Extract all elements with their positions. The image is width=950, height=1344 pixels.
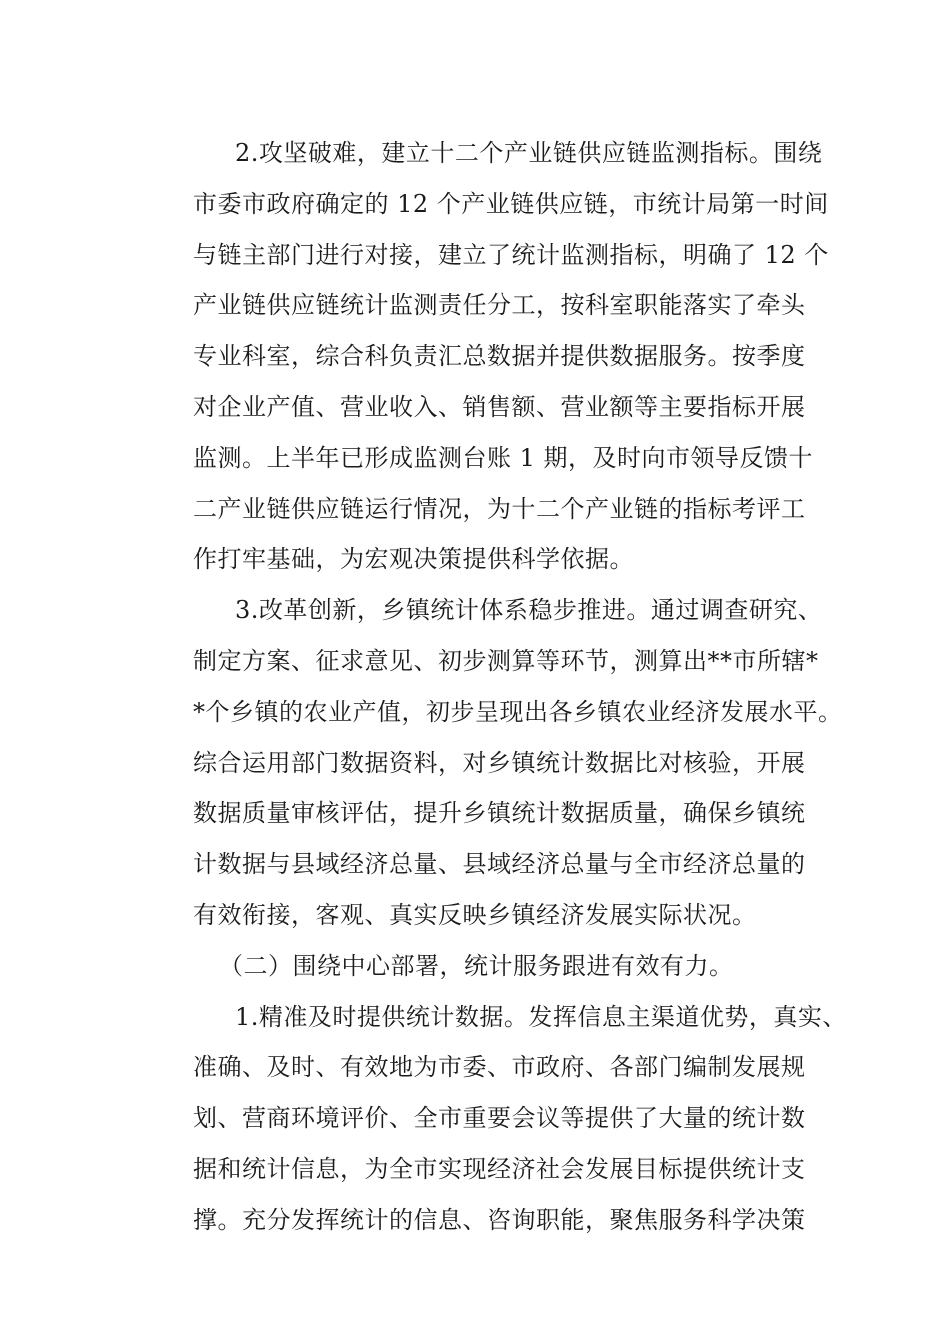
paragraph-township-statistics-reform bbox=[145, 585, 843, 941]
text-line: 数据质量审核评估，提升乡镇统计数据质量，确保乡镇统 bbox=[193, 799, 806, 828]
text-line: 市委市政府确定的 12 个产业链供应链，市统计局第一时间 bbox=[193, 189, 829, 218]
text-line: 作打牢基础，为宏观决策提供科学依据。 bbox=[193, 545, 634, 574]
text-line: 计数据与县域经济总量、县域经济总量与全市经济总量的 bbox=[193, 850, 806, 879]
document-body bbox=[145, 128, 847, 1246]
text-line: 2.攻坚破难，建立十二个产业链供应链监测指标。围绕 bbox=[235, 139, 823, 167]
text-line: *个乡镇的农业产值，初步呈现出各乡镇农业经济发展水平。 bbox=[193, 697, 843, 726]
text-line: 准确、及时、有效地为市委、市政府、各部门编制发展规 bbox=[193, 1053, 806, 1082]
text-line: 二产业链供应链运行情况，为十二个产业链的指标考评工 bbox=[193, 494, 806, 523]
paragraph-provide-statistical-data bbox=[145, 992, 847, 1246]
section-heading: （二）围绕中心部署，统计服务跟进有效有力。 bbox=[219, 951, 734, 980]
text-line: 对企业产值、营业收入、销售额、营业额等主要指标开展 bbox=[193, 392, 806, 421]
text-line: 监测。上半年已形成监测台账 1 期，及时向市领导反馈十 bbox=[193, 443, 814, 472]
section-heading-statistical-services bbox=[145, 941, 810, 992]
paragraph-industry-chain-monitoring bbox=[145, 128, 829, 585]
text-line: 划、营商环境评价、全市重要会议等提供了大量的统计数 bbox=[193, 1104, 806, 1133]
text-line: 撑。充分发挥统计的信息、咨询职能，聚焦服务科学决策 bbox=[193, 1205, 806, 1234]
text-line: 据和统计信息，为全市实现经济社会发展目标提供统计支 bbox=[193, 1154, 806, 1183]
text-line: 1.精准及时提供统计数据。发挥信息主渠道优势，真实、 bbox=[235, 1002, 847, 1031]
text-line: 专业科室，综合科负责汇总数据并提供数据服务。按季度 bbox=[193, 342, 806, 371]
text-line: 产业链供应链统计监测责任分工，按科室职能落实了牵头 bbox=[193, 291, 806, 320]
text-line: 综合运用部门数据资料，对乡镇统计数据比对核验，开展 bbox=[193, 748, 806, 777]
text-line: 制定方案、征求意见、初步测算等环节，测算出**市所辖* bbox=[193, 646, 819, 675]
text-line: 有效衔接，客观、真实反映乡镇经济发展实际状况。 bbox=[193, 900, 757, 929]
text-line: 3.改革创新，乡镇统计体系稳步推进。通过调查研究、 bbox=[235, 596, 823, 625]
text-line: 与链主部门进行对接，建立了统计监测指标，明确了 12 个 bbox=[193, 240, 829, 269]
